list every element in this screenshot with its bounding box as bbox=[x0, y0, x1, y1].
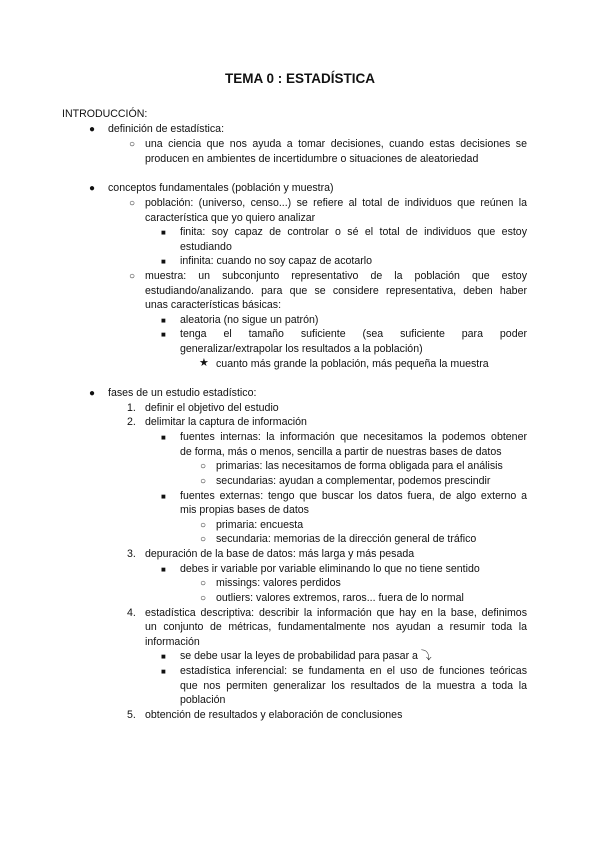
square-bullet: ■ bbox=[161, 433, 166, 442]
step-5-text: obtención de resultados y elaboración de conclusiones bbox=[145, 709, 403, 721]
square-bullet: ■ bbox=[161, 257, 166, 266]
step-number: 4. bbox=[127, 607, 136, 619]
inferencial-text: estadística inferencial: se fundamenta en el uso de funciones teóricas bbox=[180, 665, 527, 677]
aleatoria-text: aleatoria (no sigue un patrón) bbox=[180, 314, 319, 326]
leyes-text: se debe usar la leyes de probabilidad para pasar a ⤵ bbox=[180, 650, 432, 662]
internas-text: fuentes internas: la información que necesitamos la podemos obtener bbox=[180, 431, 527, 443]
square-bullet: ■ bbox=[161, 492, 166, 501]
step-4-text: información bbox=[145, 636, 200, 648]
infinita-text: infinita: cuando no soy capaz de acotarlo bbox=[180, 255, 372, 267]
star-note-text: cuanto más grande la población, más pequeña la muestra bbox=[216, 358, 489, 370]
step-4-text: estadística descriptiva: describir la información que hay en la base, definimos bbox=[145, 607, 527, 619]
finita-text: finita: soy capaz de controlar o sé el total de individuos que estoy bbox=[180, 226, 527, 238]
circle-bullet: ○ bbox=[129, 271, 136, 282]
tamano-text: tenga el tamaño suficiente (sea suficiente para poder bbox=[180, 328, 527, 340]
circle-bullet: ○ bbox=[200, 461, 207, 472]
primarias-text: primarias: las necesitamos de forma obligada para el análisis bbox=[216, 460, 503, 472]
circle-bullet: ○ bbox=[200, 578, 207, 589]
circle-bullet: ○ bbox=[200, 476, 207, 487]
circle-bullet: ○ bbox=[129, 139, 136, 150]
step-4-text: un conjunto de métricas, fundamentalmente nos ayudan a resumir toda la bbox=[145, 621, 527, 633]
muestra-text: estudiando/analizando. para que se considere representativa, deben haber bbox=[145, 285, 527, 297]
step-3-text: depuración de la base de datos: más larga y más pesada bbox=[145, 548, 415, 560]
star-bullet: ★ bbox=[199, 357, 209, 369]
depurar-text: debes ir variable por variable eliminando lo que no tiene sentido bbox=[180, 563, 480, 575]
circle-bullet: ○ bbox=[200, 520, 207, 531]
inferencial-text: que nos permiten generalizar los resultados de la muestra a toda la bbox=[180, 680, 527, 692]
missings-text: missings: valores perdidos bbox=[216, 577, 341, 589]
concepts-heading: conceptos fundamentales (población y muestra) bbox=[108, 182, 334, 194]
square-bullet: ■ bbox=[161, 228, 166, 237]
circle-bullet: ○ bbox=[200, 534, 207, 545]
definition-heading: definición de estadística: bbox=[108, 123, 225, 135]
externas-text: fuentes externas: tengo que buscar los datos fuera, de algo externo a bbox=[180, 490, 527, 502]
square-bullet: ■ bbox=[161, 316, 166, 325]
poblacion-text: población: (universo, censo...) se refiere al total de individuos que reúnen la bbox=[145, 197, 527, 209]
step-number: 3. bbox=[127, 548, 136, 560]
disc-bullet: ● bbox=[89, 183, 96, 194]
secundarias-text: secundarias: ayudan a complementar, podemos prescindir bbox=[216, 475, 491, 487]
square-bullet: ■ bbox=[161, 565, 166, 574]
inferencial-text: población bbox=[180, 694, 226, 706]
externas-text: mis propias bases de datos bbox=[180, 504, 309, 516]
square-bullet: ■ bbox=[161, 330, 166, 339]
disc-bullet: ● bbox=[89, 124, 96, 135]
phases-heading: fases de un estudio estadístico: bbox=[108, 387, 257, 399]
step-2-text: delimitar la captura de información bbox=[145, 416, 307, 428]
finita-text: estudiando bbox=[180, 241, 232, 253]
definition-text: una ciencia que nos ayuda a tomar decisiones, cuando estas decisiones se bbox=[145, 138, 527, 150]
step-number: 5. bbox=[127, 709, 136, 721]
muestra-text: muestra: un subconjunto representativo de la población que estoy bbox=[145, 270, 527, 282]
step-1-text: definir el objetivo del estudio bbox=[145, 402, 279, 414]
internas-text: de forma, más o menos, sencilla a partir de nuestras bases de datos bbox=[180, 446, 502, 458]
outliers-text: outliers: valores extremos, raros... fuera de lo normal bbox=[216, 592, 464, 604]
disc-bullet: ● bbox=[89, 388, 96, 399]
primaria-text: primaria: encuesta bbox=[216, 519, 304, 531]
square-bullet: ■ bbox=[161, 652, 166, 661]
poblacion-text: característica que yo quiero analizar bbox=[145, 212, 316, 224]
square-bullet: ■ bbox=[161, 667, 166, 676]
step-number: 2. bbox=[127, 416, 136, 428]
circle-bullet: ○ bbox=[200, 593, 207, 604]
definition-text: producen en ambientes de incertidumbre o situaciones de aleatoriedad bbox=[145, 153, 479, 165]
intro-heading: INTRODUCCIÓN: bbox=[62, 108, 148, 120]
page-title: TEMA 0 : ESTADÍSTICA bbox=[224, 71, 375, 86]
tamano-text: generalizar/extrapolar los resultados a la población) bbox=[180, 343, 423, 355]
muestra-text: unas características básicas: bbox=[145, 299, 282, 311]
step-number: 1. bbox=[127, 402, 136, 414]
circle-bullet: ○ bbox=[129, 198, 136, 209]
secundaria-text: secundaria: memorias de la dirección general de tráfico bbox=[216, 533, 477, 545]
